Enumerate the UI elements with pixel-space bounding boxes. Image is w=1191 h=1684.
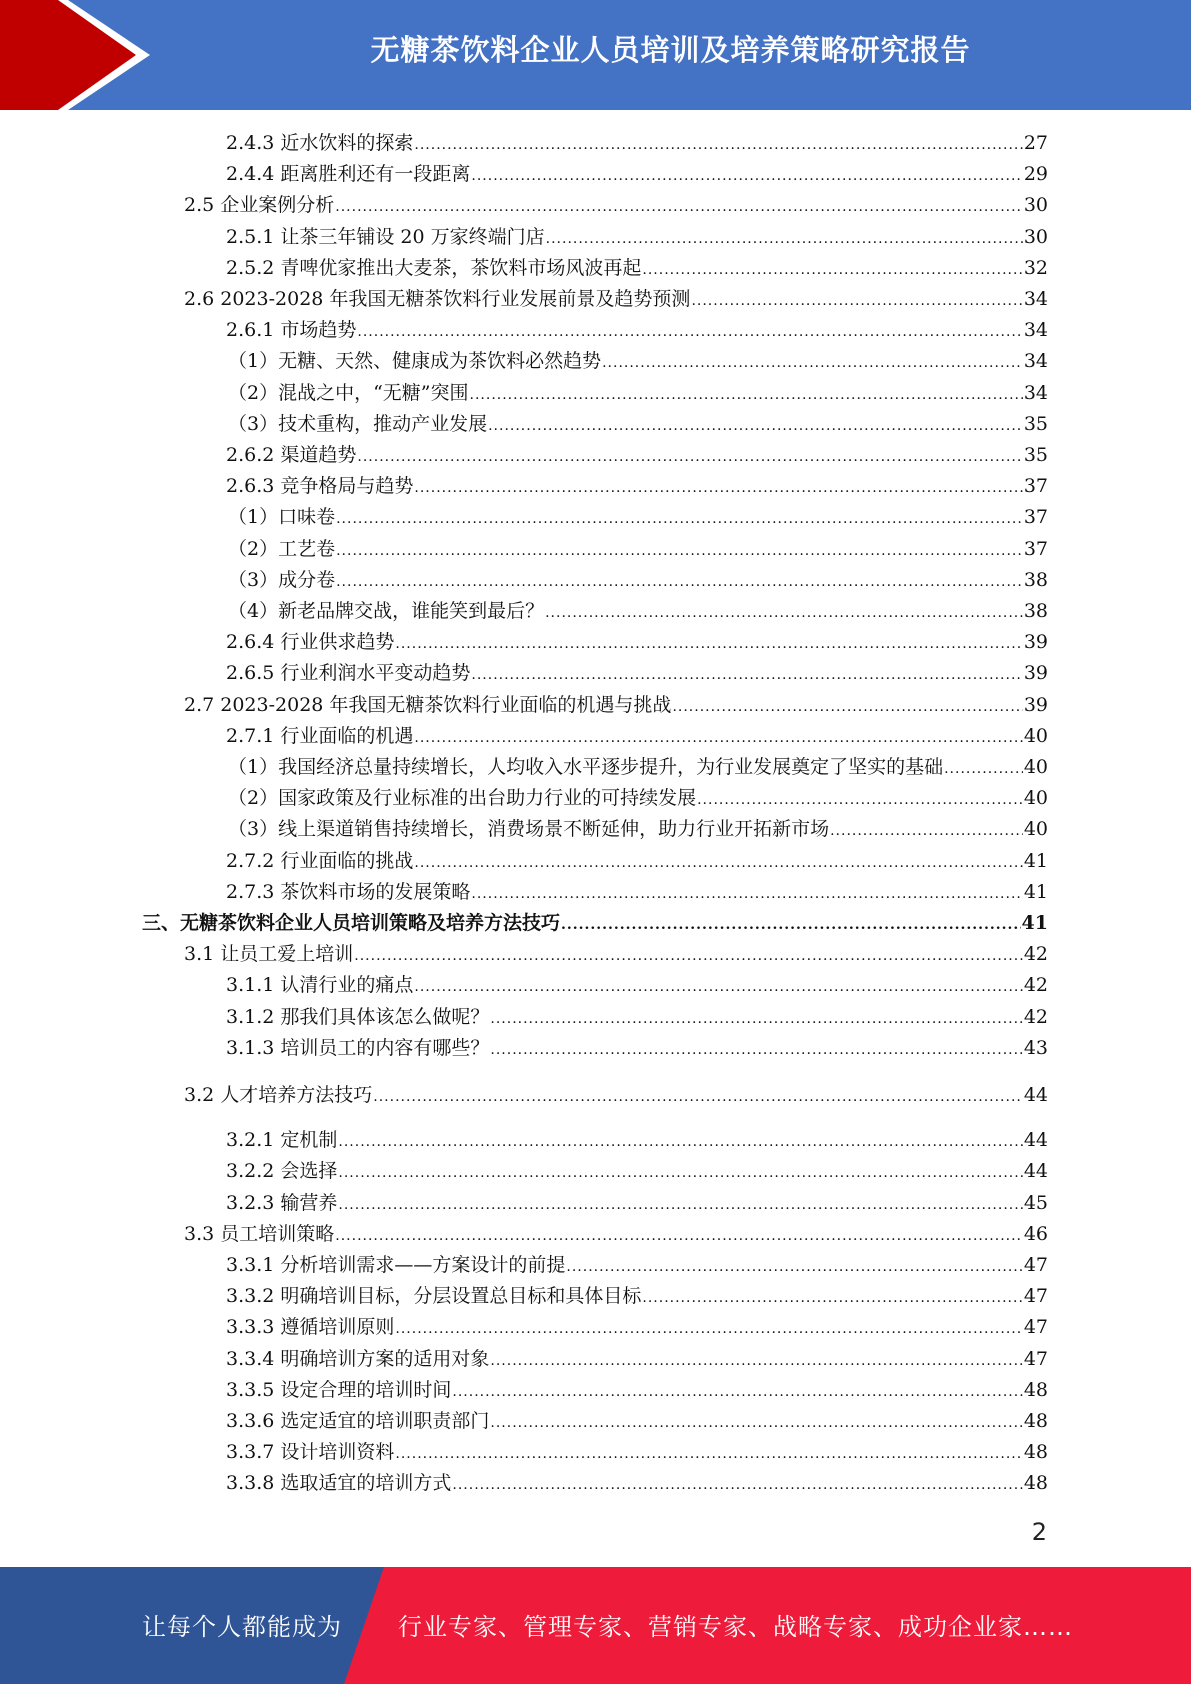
toc-entry-page: 30 bbox=[1023, 225, 1048, 248]
toc-dot-leader bbox=[338, 1158, 1022, 1188]
toc-entry-title: 2.6.1 市场趋势 bbox=[226, 319, 357, 342]
toc-entry-page: 39 bbox=[1023, 631, 1048, 654]
toc-entry-title: 3.3.4 明确培训方案的适用对象 bbox=[226, 1347, 490, 1370]
toc-dot-leader bbox=[830, 816, 1023, 846]
toc-entry-page: 34 bbox=[1023, 288, 1048, 310]
page-footer bbox=[0, 1567, 1191, 1684]
toc-dot-leader bbox=[561, 910, 1021, 940]
toc-entry-page: 47 bbox=[1023, 1285, 1048, 1308]
toc-entry[interactable] bbox=[226, 1188, 1048, 1218]
toc-dot-leader bbox=[490, 1004, 1022, 1034]
toc-entry[interactable] bbox=[226, 846, 1048, 876]
toc-entry-page: 48 bbox=[1023, 1441, 1048, 1464]
toc-entry-page: 46 bbox=[1023, 1222, 1048, 1245]
toc-dot-leader bbox=[452, 1377, 1022, 1407]
toc-entry-title: （1）我国经济总量持续增长，人均收入水平逐步提升，为行业发展奠定了坚实的基础 bbox=[228, 756, 944, 778]
toc-entry-page: 37 bbox=[1023, 537, 1048, 560]
toc-entry[interactable] bbox=[226, 627, 1048, 657]
toc-entry-title: 2.7 2023-2028 年我国无糖茶饮料行业面临的机遇与挑战 bbox=[184, 693, 672, 716]
header-arrow-icon bbox=[0, 0, 180, 110]
toc-dot-leader bbox=[395, 629, 1022, 659]
toc-entry-title: 2.6 2023-2028 年我国无糖茶饮料行业发展前景及趋势预测 bbox=[184, 288, 691, 310]
toc-entry[interactable] bbox=[228, 814, 1048, 844]
toc-entry-title: 3.3 员工培训策略 bbox=[184, 1222, 335, 1245]
toc-entry[interactable] bbox=[226, 970, 1048, 1000]
toc-entry-page: 40 bbox=[1023, 724, 1048, 747]
toc-entry-page: 35 bbox=[1023, 412, 1048, 435]
toc-entry-page: 47 bbox=[1023, 1316, 1048, 1339]
toc-entry[interactable] bbox=[184, 939, 1048, 969]
toc-dot-leader bbox=[490, 1035, 1022, 1065]
toc-entry-page: 34 bbox=[1023, 381, 1048, 404]
toc-entry-title: 2.6.4 行业供求趋势 bbox=[226, 631, 395, 654]
toc-dot-leader bbox=[697, 785, 1023, 815]
toc-entry-page: 44 bbox=[1023, 1129, 1048, 1152]
toc-dot-leader bbox=[338, 1190, 1022, 1220]
toc-dot-leader bbox=[414, 723, 1022, 753]
toc-dot-leader bbox=[395, 1439, 1022, 1469]
toc-entry-page: 42 bbox=[1023, 943, 1048, 966]
toc-entry-title: 3.1.2 那我们具体该怎么做呢？ bbox=[226, 1005, 490, 1028]
toc-entry[interactable] bbox=[184, 690, 1048, 720]
toc-entry-page: 44 bbox=[1023, 1084, 1048, 1106]
toc-dot-leader bbox=[414, 473, 1022, 503]
toc-entry[interactable] bbox=[228, 596, 1048, 626]
toc-entry-page: 34 bbox=[1023, 350, 1048, 373]
toc-entry-title: 2.5.1 让茶三年铺设 20 万家终端门店 bbox=[226, 225, 545, 248]
toc-entry-title: 3.1.3 培训员工的内容有哪些？ bbox=[226, 1036, 490, 1059]
toc-entry-page: 41 bbox=[1023, 849, 1048, 872]
toc-entry-title: （1）口味卷 bbox=[228, 506, 336, 529]
toc-entry[interactable] bbox=[226, 1002, 1048, 1032]
toc-dot-leader bbox=[395, 1314, 1022, 1344]
toc-dot-leader bbox=[602, 348, 1023, 378]
toc-entry-title: 三、无糖茶饮料企业人员培训策略及培养方法技巧 bbox=[142, 912, 561, 934]
toc-dot-leader bbox=[490, 1408, 1022, 1438]
toc-dot-leader bbox=[354, 941, 1023, 971]
toc-entry-page: 47 bbox=[1023, 1347, 1048, 1370]
toc-entry[interactable] bbox=[184, 1219, 1048, 1249]
toc-dot-leader bbox=[338, 1127, 1022, 1157]
toc-entry[interactable] bbox=[228, 502, 1048, 532]
toc-dot-leader bbox=[566, 1252, 1022, 1282]
toc-entry-title: （3）线上渠道销售持续增长，消费场景不断延伸，助力行业开拓新市场 bbox=[228, 818, 830, 841]
toc-entry[interactable] bbox=[226, 1344, 1048, 1374]
toc-entry-title: 3.3.2 明确培训目标，分层设置总目标和具体目标 bbox=[226, 1285, 642, 1308]
toc-entry-page: 48 bbox=[1023, 1472, 1048, 1495]
toc-dot-leader bbox=[672, 692, 1022, 722]
toc-entry-title: （4）新老品牌交战，谁能笑到最后？ bbox=[228, 600, 545, 622]
page-header bbox=[0, 0, 1191, 110]
toc-dot-leader bbox=[944, 754, 1023, 784]
toc-dot-leader bbox=[335, 192, 1023, 222]
toc-dot-leader bbox=[488, 411, 1023, 441]
toc-entry[interactable] bbox=[226, 658, 1048, 688]
toc-dot-leader bbox=[414, 848, 1022, 878]
toc-entry-title: 3.3.8 选取适宜的培训方式 bbox=[226, 1472, 452, 1495]
toc-entry[interactable] bbox=[226, 1156, 1048, 1186]
toc-dot-leader bbox=[546, 224, 1023, 254]
toc-entry-title: 2.5.2 青啤优家推出大麦茶，茶饮料市场风波再起 bbox=[226, 256, 642, 279]
toc-entry-title: （2）混战之中，“无糖”突围 bbox=[228, 381, 469, 404]
toc-dot-leader bbox=[373, 1082, 1023, 1112]
toc-entry-page: 37 bbox=[1023, 506, 1048, 529]
toc-entry[interactable] bbox=[226, 1125, 1048, 1155]
toc-entry[interactable] bbox=[226, 1468, 1048, 1498]
toc-entry-title: 2.7.1 行业面临的机遇 bbox=[226, 724, 414, 747]
toc-entry-page: 27 bbox=[1023, 132, 1048, 154]
toc-entry-page: 48 bbox=[1023, 1378, 1048, 1401]
toc-entry-title: （1）无糖、天然、健康成为茶饮料必然趋势 bbox=[228, 350, 602, 373]
toc-entry[interactable] bbox=[226, 471, 1048, 501]
toc-entry[interactable] bbox=[226, 253, 1048, 283]
toc-entry-title: 2.6.3 竞争格局与趋势 bbox=[226, 475, 414, 498]
toc-dot-leader bbox=[471, 660, 1022, 690]
toc-entry-title: 3.3.1 分析培训需求——方案设计的前提 bbox=[226, 1254, 566, 1276]
toc-entry[interactable] bbox=[184, 190, 1048, 220]
toc-entry-page: 43 bbox=[1023, 1036, 1048, 1059]
toc-entry-page: 38 bbox=[1023, 568, 1048, 591]
toc-entry-title: 3.3.5 设定合理的培训时间 bbox=[226, 1378, 452, 1401]
toc-dot-leader bbox=[336, 567, 1023, 597]
toc-dot-leader bbox=[336, 504, 1023, 534]
toc-entry[interactable] bbox=[226, 315, 1048, 345]
toc-entry[interactable] bbox=[226, 1281, 1048, 1311]
toc-entry-page: 40 bbox=[1023, 787, 1048, 810]
toc-entry-page: 30 bbox=[1023, 194, 1048, 217]
toc-entry-title: 3.1 让员工爱上培训 bbox=[184, 943, 354, 966]
toc-entry-title: 3.1.1 认清行业的痛点 bbox=[226, 974, 414, 997]
toc-entry-page: 45 bbox=[1023, 1191, 1048, 1214]
toc-entry-title: （3）成分卷 bbox=[228, 568, 336, 591]
toc-entry-title: 3.3.6 选定适宜的培训职责部门 bbox=[226, 1410, 490, 1432]
toc-entry-title: （2）工艺卷 bbox=[228, 537, 336, 560]
toc-dot-leader bbox=[336, 536, 1023, 566]
toc-entry-title: 2.6.2 渠道趋势 bbox=[226, 444, 357, 466]
toc-entry-page: 41 bbox=[1023, 880, 1048, 903]
toc-entry-page: 38 bbox=[1023, 600, 1048, 622]
toc-entry[interactable] bbox=[226, 128, 1048, 158]
toc-dot-leader bbox=[642, 1283, 1022, 1313]
toc-dot-leader bbox=[452, 1470, 1022, 1500]
toc-entry-page: 48 bbox=[1023, 1410, 1048, 1432]
toc-entry[interactable] bbox=[226, 1406, 1048, 1436]
toc-entry-page: 39 bbox=[1023, 662, 1048, 685]
toc-entry[interactable] bbox=[226, 1437, 1048, 1467]
toc-entry[interactable] bbox=[228, 752, 1048, 782]
toc-entry-title: 2.7.2 行业面临的挑战 bbox=[226, 849, 414, 872]
toc-entry[interactable] bbox=[226, 440, 1048, 470]
toc-entry-page: 40 bbox=[1023, 818, 1048, 841]
toc-entry-page: 35 bbox=[1023, 444, 1048, 466]
toc-entry-title: 3.3.7 设计培训资料 bbox=[226, 1441, 395, 1464]
toc-entry-title: 3.2.2 会选择 bbox=[226, 1160, 338, 1183]
toc-dot-leader bbox=[471, 879, 1022, 909]
toc-entry-page: 44 bbox=[1023, 1160, 1048, 1183]
toc-entry[interactable] bbox=[142, 908, 1048, 938]
footer-slogan-left: 让每个人都能成为 bbox=[142, 1613, 342, 1641]
toc-entry-title: 2.5 企业案例分析 bbox=[184, 194, 335, 217]
toc-entry[interactable] bbox=[226, 1375, 1048, 1405]
toc-dot-leader bbox=[471, 161, 1022, 191]
toc-entry-page: 41 bbox=[1021, 912, 1048, 934]
toc-entry-title: 2.4.4 距离胜利还有一段距离 bbox=[226, 163, 471, 186]
toc-entry[interactable] bbox=[226, 1312, 1048, 1342]
toc-entry-title: 3.2.1 定机制 bbox=[226, 1129, 338, 1152]
toc-entry-title: 3.2 人才培养方法技巧 bbox=[184, 1084, 373, 1106]
footer-slogan-right: 行业专家、管理专家、营销专家、战略专家、成功企业家…… bbox=[398, 1613, 1073, 1641]
toc-entry[interactable] bbox=[226, 159, 1048, 189]
toc-entry[interactable] bbox=[226, 1033, 1048, 1063]
toc-entry[interactable] bbox=[226, 877, 1048, 907]
toc-entry-page: 32 bbox=[1023, 256, 1048, 279]
toc-entry-title: （3）技术重构，推动产业发展 bbox=[228, 412, 488, 435]
toc-entry-page: 39 bbox=[1023, 693, 1048, 716]
toc-entry[interactable] bbox=[228, 534, 1048, 564]
toc-dot-leader bbox=[470, 380, 1023, 410]
toc-entry-title: 2.7.3 茶饮料市场的发展策略 bbox=[226, 880, 471, 903]
toc-entry-page: 40 bbox=[1023, 756, 1048, 778]
toc-entry[interactable] bbox=[228, 409, 1048, 439]
toc-entry-title: 2.4.3 近水饮料的探索 bbox=[226, 132, 414, 154]
toc-entry-page: 42 bbox=[1023, 974, 1048, 997]
toc-dot-leader bbox=[642, 255, 1022, 285]
toc-entry[interactable] bbox=[184, 1080, 1048, 1110]
toc-entry-page: 42 bbox=[1023, 1005, 1048, 1028]
report-title: 无糖茶饮料企业人员培训及培养策略研究报告 bbox=[370, 33, 971, 67]
toc-entry-title: 3.3.3 遵循培训原则 bbox=[226, 1316, 395, 1339]
toc-dot-leader bbox=[691, 286, 1022, 316]
toc-dot-leader bbox=[414, 130, 1022, 160]
toc-entry[interactable] bbox=[226, 222, 1048, 252]
toc-dot-leader bbox=[357, 317, 1022, 347]
toc-entry[interactable] bbox=[228, 378, 1048, 408]
toc-entry-title: （2）国家政策及行业标准的出台助力行业的可持续发展 bbox=[228, 787, 697, 810]
toc-entry-page: 29 bbox=[1023, 163, 1048, 186]
toc-entry[interactable] bbox=[226, 721, 1048, 751]
toc-dot-leader bbox=[335, 1221, 1023, 1251]
toc-entry-page: 47 bbox=[1023, 1254, 1048, 1276]
toc-dot-leader bbox=[545, 598, 1023, 628]
toc-entry[interactable] bbox=[226, 1250, 1048, 1280]
toc-entry-page: 37 bbox=[1023, 475, 1048, 498]
toc-entry-title: 2.6.5 行业利润水平变动趋势 bbox=[226, 662, 471, 685]
toc-entry[interactable] bbox=[228, 346, 1048, 376]
toc-dot-leader bbox=[414, 972, 1022, 1002]
toc-entry[interactable] bbox=[184, 284, 1048, 314]
toc-dot-leader bbox=[490, 1346, 1022, 1376]
toc-dot-leader bbox=[357, 442, 1022, 472]
toc-entry[interactable] bbox=[228, 783, 1048, 813]
toc-entry-page: 34 bbox=[1023, 319, 1048, 342]
page-number: 2 bbox=[1031, 1518, 1047, 1546]
toc-entry[interactable] bbox=[228, 565, 1048, 595]
toc-entry-title: 3.2.3 输营养 bbox=[226, 1191, 338, 1214]
